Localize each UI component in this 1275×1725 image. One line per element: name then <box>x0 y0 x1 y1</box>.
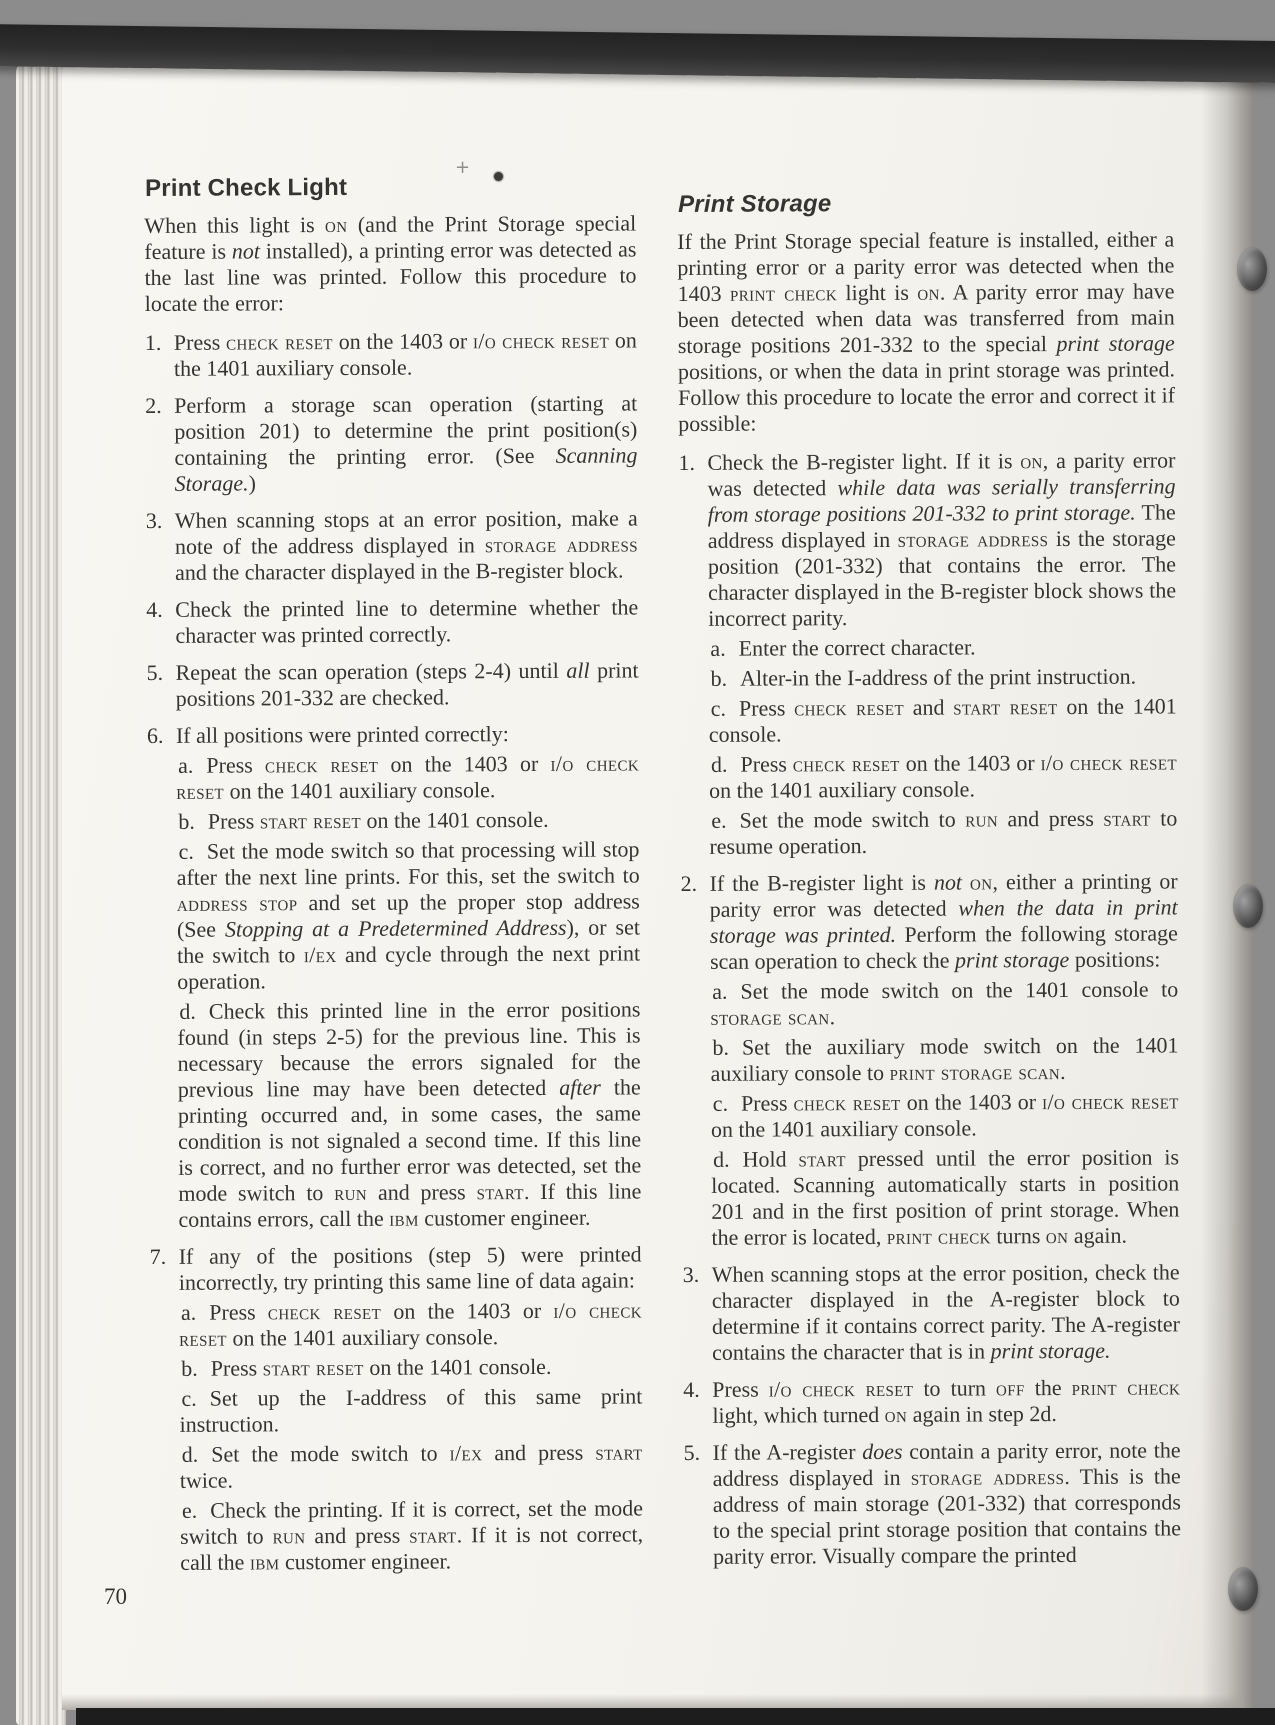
sub-item-label: d. <box>710 751 728 777</box>
text-segment: If the A-register <box>712 1439 863 1465</box>
text-segment: Set the mode switch so that processing will stop after the next line prints. For this, set the switch to <box>176 836 640 890</box>
item-text <box>175 594 638 648</box>
text-segment: storage address <box>910 1463 1065 1490</box>
text-segment: and press <box>367 1179 477 1205</box>
text-segment: on <box>1020 448 1043 474</box>
sub-item <box>179 1353 642 1381</box>
sub-item-label: a. <box>180 1299 197 1325</box>
text-segment: pressed until the error position is located. Scanning automatically starts in position 201 and in the first position of print storage. When the error is located, <box>711 1144 1180 1250</box>
sub-item <box>710 1032 1178 1086</box>
item-text <box>707 447 1176 631</box>
text-segment: check reset <box>793 1089 901 1116</box>
text-segment: and <box>903 694 954 720</box>
sub-item <box>711 1144 1180 1250</box>
text-segment: on the 1403 or <box>900 1089 1043 1115</box>
text-segment: ibm <box>389 1205 419 1231</box>
sub-item <box>176 836 640 994</box>
text-segment: ibm <box>249 1549 280 1575</box>
text-segment: i/o check reset <box>1042 1088 1179 1115</box>
item-number: 7. <box>149 1243 167 1269</box>
item-body <box>179 1241 644 1575</box>
text-segment: storage address <box>484 531 638 558</box>
item-text <box>174 390 638 496</box>
text-segment: . A parity error may have been detected when data was transferred from main storage positions 201-332 to the special <box>677 278 1175 358</box>
sub-item <box>709 749 1177 803</box>
list-item <box>147 657 639 712</box>
column-right <box>677 189 1181 1570</box>
text-segment: Perform a storage scan operation (starting at position 201) to determine the print position(s) containing the printing error. (See <box>174 390 638 470</box>
list-item <box>150 1241 644 1576</box>
text-segment: , a parity error was detected <box>707 447 1176 501</box>
text-segment: on <box>917 279 940 305</box>
text-segment: i/o check reset <box>472 327 610 354</box>
text-segment: on the 1403 or <box>332 328 474 355</box>
text-segment: print storage <box>1056 330 1175 357</box>
sub-item-label: d. <box>181 1441 199 1467</box>
text-segment: If the B-register light is <box>709 869 934 896</box>
item-body <box>712 1374 1180 1428</box>
text-segment: print check <box>886 1223 991 1249</box>
scan-speck-plus: + <box>455 157 471 178</box>
text-segment: start <box>476 1179 524 1205</box>
text-segment: start <box>1103 805 1151 831</box>
text-segment: . <box>829 1004 836 1030</box>
text-segment: on the 1401 console. <box>360 806 549 833</box>
sub-item <box>708 633 1176 661</box>
text-segment: i/o check reset <box>768 1375 914 1402</box>
text-segment: If the Print Storage special feature is installed, either a printing error or a parity error was detected when the 1403 <box>677 226 1175 306</box>
item-number: 5. <box>683 1439 701 1465</box>
sub-item-label: d. <box>179 998 196 1024</box>
text-segment: . This is the address of main storage (201-332) that corresponds to the special print storage position that contains the parity error. Visually compare the printed <box>712 1463 1182 1569</box>
sub-item <box>709 693 1177 747</box>
item-text <box>179 1241 642 1295</box>
text-segment: Scanning Storage. <box>174 442 638 496</box>
item-number: 4. <box>683 1376 700 1402</box>
text-segment: Press <box>206 752 266 778</box>
sub-item <box>709 805 1177 859</box>
item-text <box>713 1437 1182 1569</box>
binder-hole-middle <box>1233 884 1263 928</box>
manual-page <box>62 64 1253 1710</box>
item-body <box>176 657 639 711</box>
text-segment: and the character displayed in the B-register block. <box>175 557 624 585</box>
text-segment: run <box>965 806 999 832</box>
text-segment: check reset <box>226 329 333 355</box>
text-segment: is the storage position (201-332) that contains the error. The character displayed in the B-register block shows the incorrect parity. <box>707 525 1177 631</box>
sub-item-label: a. <box>712 978 728 1004</box>
binder-hole-top <box>1237 247 1267 291</box>
column-right-content <box>677 226 1181 1570</box>
text-segment: on the 1403 or <box>899 750 1041 776</box>
item-body <box>175 594 638 648</box>
text-segment: i/o check reset <box>1040 749 1178 776</box>
section-heading-print-storage: Print Storage <box>677 190 832 218</box>
text-segment: on the 1401 console. <box>363 1353 552 1380</box>
text-segment: and press <box>482 1439 596 1466</box>
sub-item <box>708 663 1176 691</box>
text-segment: Repeat the scan operation (steps 2-4) until <box>175 657 567 685</box>
item-number: 3. <box>145 507 163 533</box>
sub-item-label: a. <box>178 752 194 778</box>
text-segment: off <box>995 1375 1025 1401</box>
sub-item-label: c. <box>710 695 727 721</box>
sub-item-label: e. <box>711 807 727 833</box>
item-body <box>707 447 1177 859</box>
text-segment: check reset <box>267 1298 382 1325</box>
text-segment: customer engineer. <box>279 1548 452 1575</box>
text-segment: Press <box>207 808 260 834</box>
list-item <box>145 327 637 382</box>
list-item <box>683 1374 1180 1429</box>
text-segment: again. <box>1068 1222 1128 1248</box>
text-segment: all <box>566 657 590 683</box>
text-segment: Press <box>173 329 227 355</box>
item-number: 4. <box>146 596 163 622</box>
text-segment: Press <box>740 751 793 777</box>
text-segment: on the 1401 auxiliary console. <box>173 327 637 381</box>
item-number: 6. <box>146 722 164 748</box>
list-item <box>683 1259 1181 1366</box>
text-segment: Set the auxiliary mode switch on the 1401 auxiliary console to <box>710 1032 1179 1086</box>
sub-item-label: e. <box>181 1497 198 1523</box>
column-left-content <box>144 210 643 1576</box>
text-segment: Press <box>209 1299 268 1325</box>
sub-item <box>711 1088 1179 1142</box>
text-segment: Set the mode switch on the 1401 console to <box>740 976 1179 1004</box>
sub-item-label: c. <box>181 1385 197 1411</box>
item-text <box>712 1259 1181 1365</box>
sub-item <box>710 976 1178 1030</box>
text-segment: Set up the I-address of this same print instruction. <box>179 1383 643 1437</box>
text-segment: start <box>409 1522 457 1548</box>
text-segment: and press <box>305 1522 410 1549</box>
sub-item-label: c. <box>712 1090 729 1116</box>
sub-item-label: d. <box>712 1146 730 1172</box>
text-segment: on the 1401 auxiliary console. <box>709 776 975 803</box>
item-number: 2. <box>145 392 162 418</box>
list-item <box>147 720 642 1233</box>
text-segment: Press <box>210 1355 263 1381</box>
sub-item <box>179 1383 642 1437</box>
scan-shadow-bottom <box>76 1708 1275 1725</box>
text-segment: print storage scan <box>889 1059 1061 1085</box>
item-text <box>710 868 1179 974</box>
text-segment: address stop <box>176 890 298 916</box>
text-segment: start reset <box>262 1354 364 1381</box>
text-segment: print check <box>729 280 838 306</box>
text-segment: Check this printed line in the error positions found (in steps 2-5) for the previous line. This is necessary because the errors signaled for the previous line may have been detected <box>177 996 641 1102</box>
text-segment: i/ex <box>449 1440 483 1466</box>
item-text <box>176 657 639 711</box>
item-number: 5. <box>146 659 164 685</box>
text-segment: turns <box>990 1223 1046 1249</box>
text-segment: start reset <box>953 694 1058 720</box>
text-segment: check reset <box>264 751 379 778</box>
sub-item-label: c. <box>178 838 194 864</box>
item-text <box>176 720 639 748</box>
text-segment: positions, or when the data in print storage was printed. Follow this procedure to locate the error and correct it if possible: <box>677 356 1176 436</box>
text-segment: When scanning stops at an error position, make a note of the address displayed in <box>174 505 638 559</box>
item-number: 1. <box>678 449 695 475</box>
item-body <box>712 1259 1181 1365</box>
text-segment: on the 1401 auxiliary console. <box>710 1115 977 1142</box>
text-segment: on the 1401 auxiliary console. <box>223 777 496 804</box>
text-segment: check reset <box>794 694 905 721</box>
item-body <box>175 505 638 585</box>
text-segment: Set the mode switch to <box>739 806 966 833</box>
section-heading-print-check-light: Print Check Light <box>144 173 348 202</box>
text-segment: run <box>334 1179 368 1206</box>
text-segment: and cycle through the next print operation. <box>177 940 641 994</box>
text-segment: When this light is <box>144 212 326 238</box>
sub-item <box>176 750 639 804</box>
text-segment: to turn <box>913 1375 997 1401</box>
text-segment: i/ex <box>303 942 337 968</box>
text-segment: check reset <box>792 750 900 777</box>
paragraph <box>144 210 637 317</box>
text-segment: start <box>595 1439 643 1465</box>
text-segment: light is <box>836 279 918 306</box>
item-body <box>710 868 1180 1250</box>
text-segment: storage scan <box>710 1004 830 1030</box>
sub-item <box>179 1297 642 1351</box>
text-segment: on <box>969 869 993 895</box>
item-body <box>174 327 637 381</box>
sub-item-label: b. <box>178 808 195 834</box>
text-segment: on <box>1045 1222 1069 1249</box>
text-segment: positions: <box>1069 946 1161 972</box>
list-item <box>145 390 638 497</box>
text-segment: again in step 2d. <box>907 1401 1057 1427</box>
list-item <box>146 594 638 649</box>
binder-hole-bottom <box>1228 1567 1258 1611</box>
column-left <box>144 173 643 1576</box>
text-segment: i/o check reset <box>179 1297 643 1351</box>
text-segment: on the 1401 console. <box>708 693 1177 747</box>
item-body <box>176 720 642 1232</box>
text-segment: the printing occurred and, in some cases, the same condition is not signaled a second time. If this line is correct, and no further error was detected, set the mode switch to <box>177 1074 642 1206</box>
text-segment: If any of the positions (step 5) were printed incorrectly, try printing this same line of data again: <box>178 1241 642 1295</box>
list-item <box>678 447 1177 860</box>
list-item <box>684 1437 1182 1570</box>
list-item <box>681 868 1180 1251</box>
item-number: 3. <box>682 1261 700 1287</box>
sub-item <box>177 996 641 1232</box>
text-segment: print storage <box>954 946 1070 973</box>
text-segment: after <box>559 1074 601 1100</box>
text-segment: If all positions were printed correctly: <box>175 721 509 748</box>
text-segment: and set up the proper stop address (See <box>176 888 640 942</box>
text-segment: on the 1403 or <box>381 1297 554 1324</box>
sub-item <box>180 1495 643 1575</box>
text-segment: Alter-in the I-address of the print instruction. <box>739 663 1137 691</box>
sub-item <box>176 806 639 834</box>
text-segment: Set the mode switch to <box>211 1440 450 1467</box>
text-segment: ) <box>248 470 256 496</box>
text-segment: not <box>933 869 963 895</box>
text-segment: the <box>1024 1374 1072 1401</box>
text-segment: i/o check reset <box>176 750 640 804</box>
text-segment: to resume operation. <box>709 805 1178 859</box>
text-segment: The address displayed in <box>707 499 1176 553</box>
text-segment: start <box>798 1146 846 1172</box>
text-segment: , either a printing or parity error was detected <box>709 868 1178 922</box>
text-segment: . If this line contains errors, call the <box>178 1178 642 1232</box>
item-body <box>174 390 638 496</box>
paragraph <box>677 226 1175 437</box>
text-segment: Press <box>712 1376 769 1402</box>
text-segment: Check the printed line to determine whether the character was printed correctly. <box>175 594 639 648</box>
text-segment: on <box>324 211 348 238</box>
text-segment: start reset <box>259 807 362 834</box>
text-segment: Check the B-register light. If it is <box>707 448 1021 475</box>
text-segment: customer engineer. <box>418 1204 591 1231</box>
sub-item-label: b. <box>712 1034 730 1060</box>
text-segment: Press <box>740 1090 794 1116</box>
text-segment: run <box>272 1523 306 1549</box>
text-segment: storage address <box>897 526 1049 552</box>
text-segment: Check the printing. If it is correct, set the mode switch to <box>180 1495 644 1549</box>
item-body <box>713 1437 1182 1569</box>
text-segment: does <box>862 1438 903 1465</box>
text-segment: installed), a printing error was detected as the last line was printed. Follow this procedure to locate the error: <box>144 236 637 316</box>
text-segment: contain a parity error, note the address displayed in <box>712 1437 1181 1491</box>
sub-item <box>180 1439 643 1493</box>
text-segment: while data was serially transferring from storage positions 201-332 to print storage. <box>707 473 1176 527</box>
text-segment: Stopping at a Predetermined Address <box>224 914 567 942</box>
text-segment: not <box>231 238 261 264</box>
text-segment: on <box>884 1401 908 1427</box>
item-text <box>712 1374 1180 1428</box>
text-segment: Press <box>738 695 795 721</box>
sub-item-label: b. <box>710 665 728 691</box>
text-segment: on the 1401 auxiliary console. <box>226 1324 499 1351</box>
text-segment: and press <box>997 805 1104 832</box>
text-segment: twice. <box>179 1467 234 1493</box>
item-text <box>174 327 637 381</box>
item-text <box>175 505 638 585</box>
text-segment: Perform the following storage scan operation to check the <box>709 920 1178 974</box>
list-item <box>146 505 638 586</box>
text-segment: . If it is not correct, call the <box>180 1521 644 1575</box>
text-segment: Hold <box>742 1146 799 1172</box>
text-segment: print storage. <box>990 1337 1111 1364</box>
text-segment: print check <box>1071 1374 1181 1400</box>
item-number: 2. <box>680 870 698 896</box>
text-segment: When scanning stops at the error position, check the character displayed in the A-register block to determine if it contains correct parity. The A-register contains the character that is in <box>711 1259 1180 1365</box>
sub-item-label: b. <box>181 1355 198 1381</box>
book-page-edges <box>16 62 66 1725</box>
text-segment: print positions 201-332 are checked. <box>175 657 639 711</box>
text-segment: (and the Print Storage special feature is <box>144 210 637 264</box>
text-segment: on the 1403 or <box>378 750 551 777</box>
item-number: 1. <box>144 329 162 355</box>
text-segment: Enter the correct character. <box>738 634 976 661</box>
text-segment: when the data in print storage was printed. <box>709 894 1178 948</box>
page-number: 70 <box>104 1584 127 1609</box>
sub-item-label: a. <box>710 635 726 661</box>
text-segment: . <box>1060 1058 1066 1085</box>
text-segment: ), or set the switch to <box>177 914 641 968</box>
text-segment: light, which turned <box>712 1401 885 1428</box>
